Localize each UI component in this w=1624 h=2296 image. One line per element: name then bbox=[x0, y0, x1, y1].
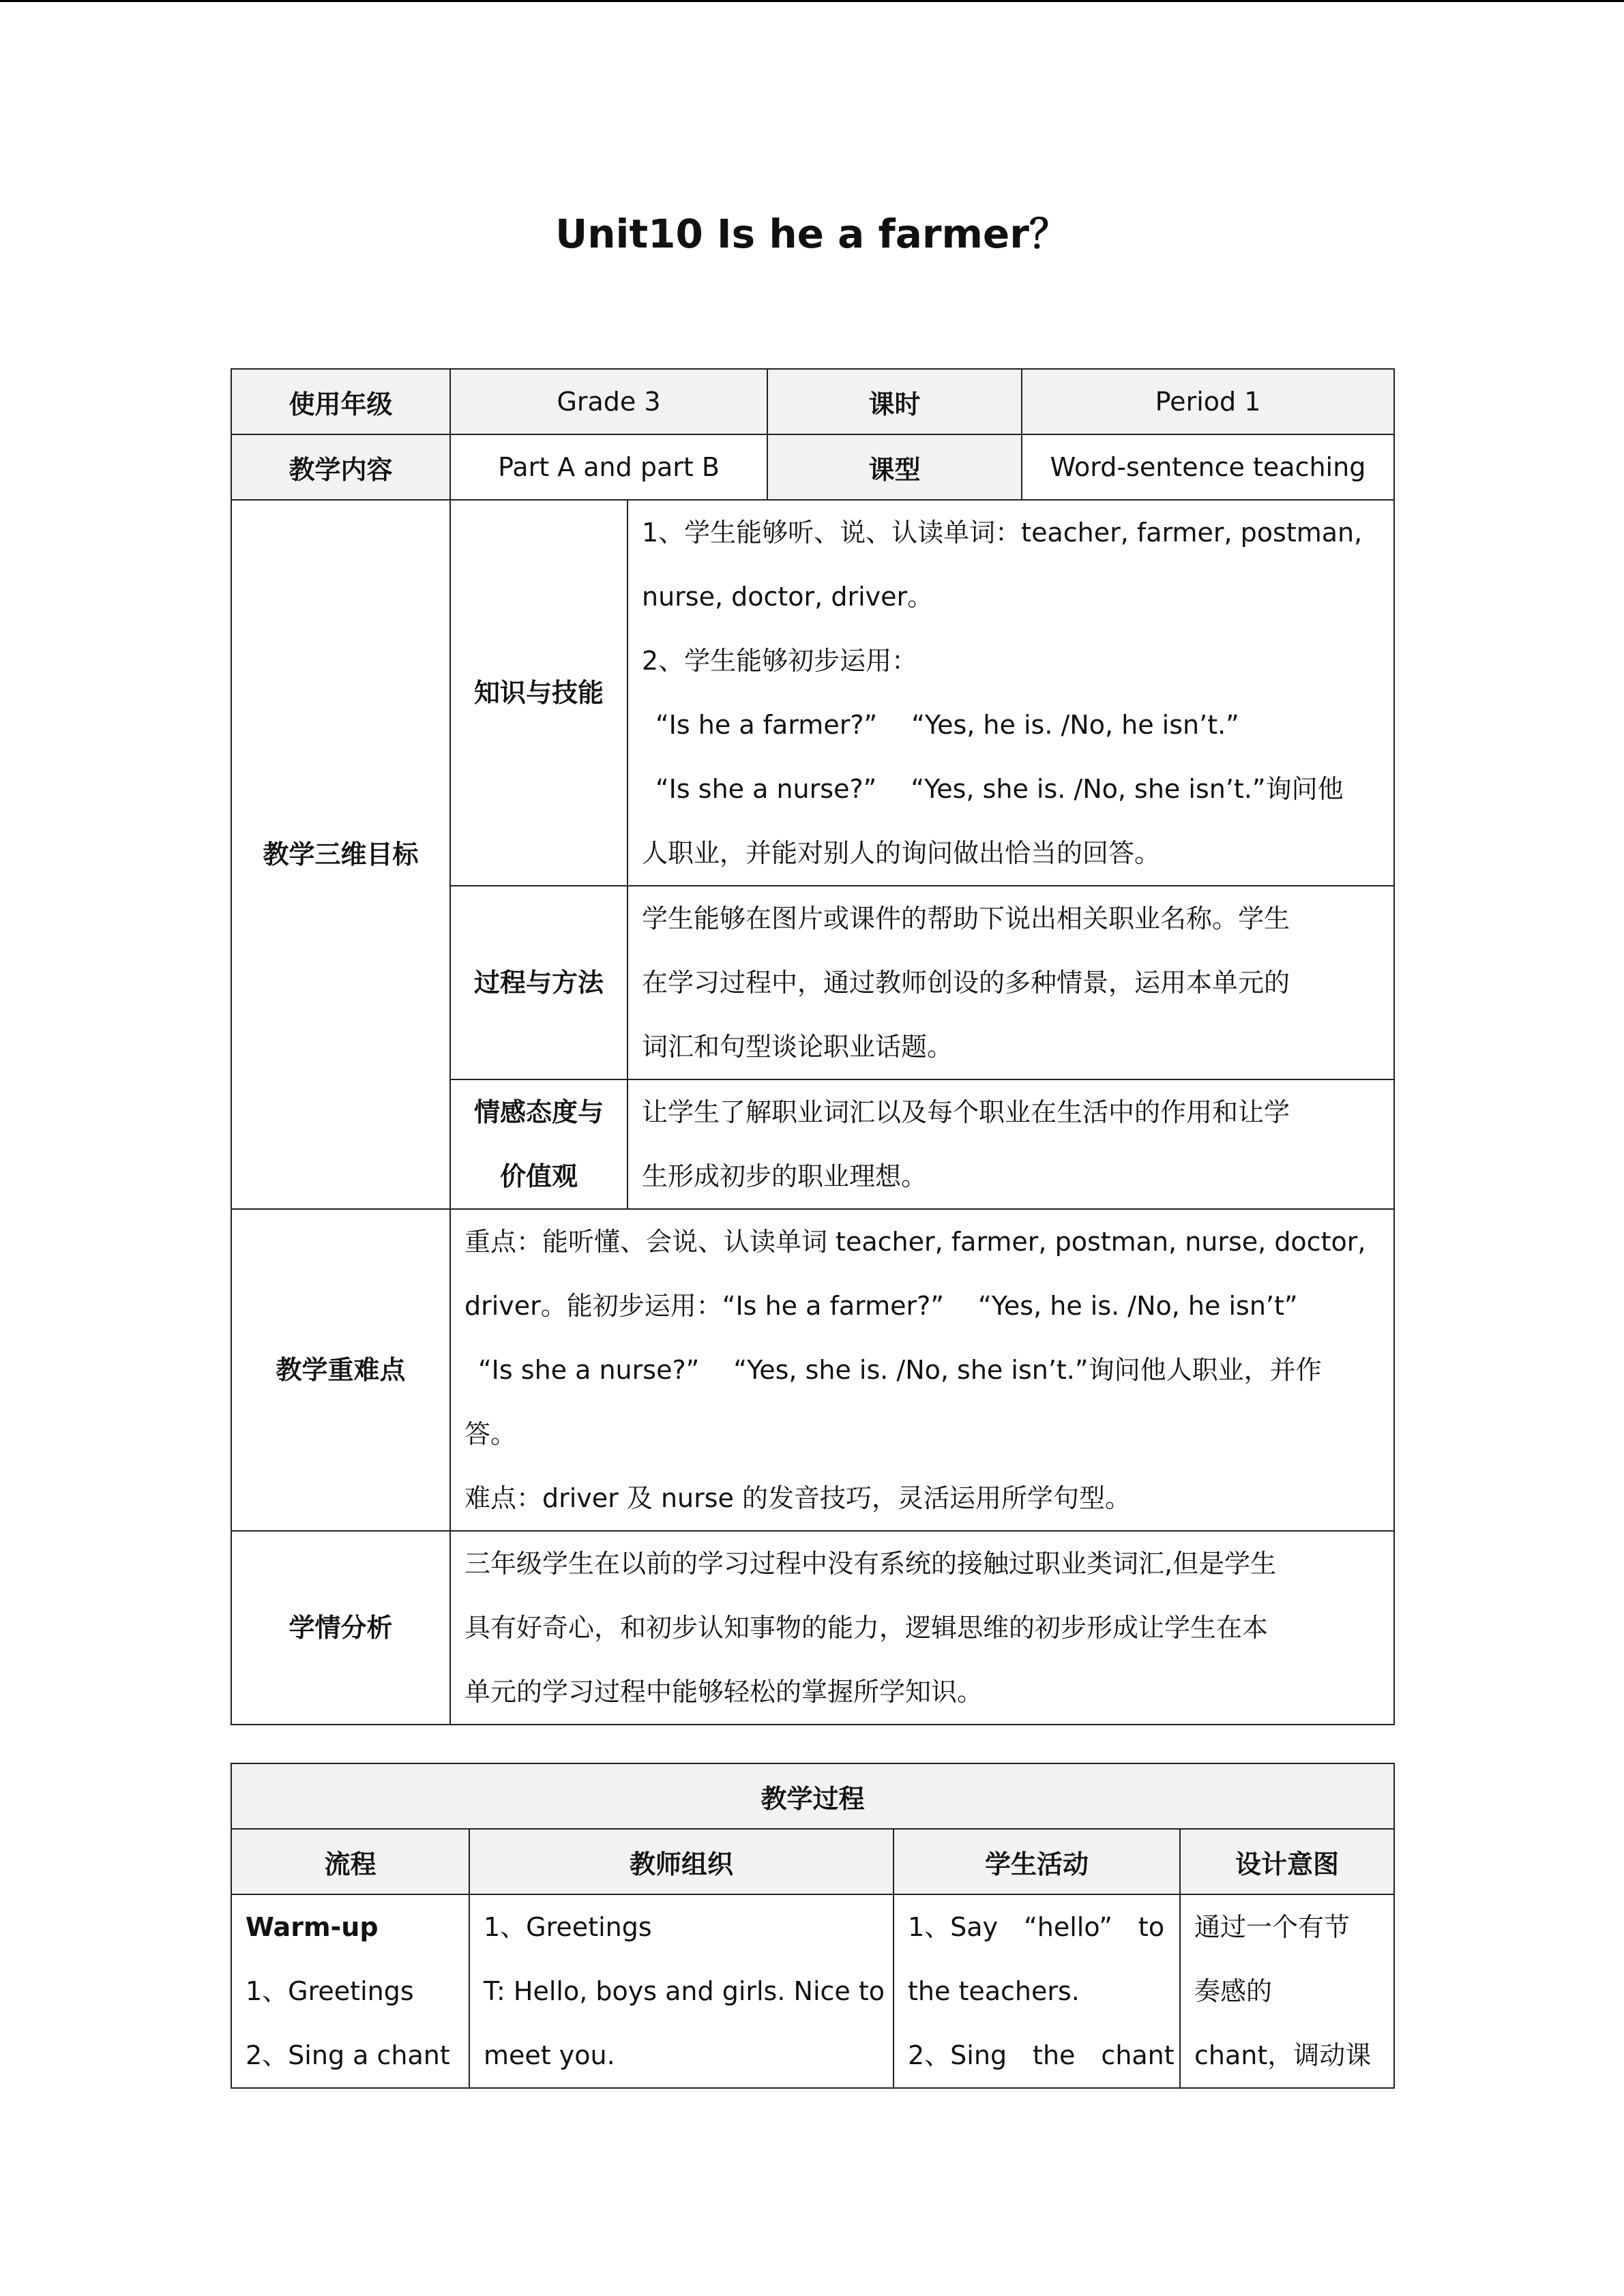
objectives-label: 教学三维目标 bbox=[231, 500, 450, 1209]
teacher-cell bbox=[469, 1894, 894, 2088]
flow-line: 1、Greetings bbox=[246, 1976, 414, 2006]
grade-value: Grade 3 bbox=[450, 369, 767, 434]
process-line: 学生能够在图片或课件的帮助下说出相关职业名称。学生 bbox=[642, 904, 1290, 934]
content-label: 教学内容 bbox=[231, 434, 450, 500]
analysis-label: 学情分析 bbox=[231, 1531, 450, 1725]
teacher-line: T: Hello, boys and girls. Nice to bbox=[484, 1976, 885, 2006]
content-value: Part A and part B bbox=[450, 434, 767, 500]
analysis-line: 三年级学生在以前的学习过程中没有系统的接触过职业类词汇,但是学生 bbox=[464, 1549, 1277, 1579]
intent-line: 通过一个有节 bbox=[1194, 1912, 1350, 1942]
intent-cell bbox=[1180, 1894, 1394, 2088]
period-value: Period 1 bbox=[1022, 369, 1394, 434]
keypoints-line: driver。能初步运用：“Is he a farmer?” “Yes, he is. /No, he isn’t” bbox=[464, 1291, 1298, 1321]
teacher-line: 1、Greetings bbox=[484, 1912, 652, 1942]
process-label: 过程与方法 bbox=[450, 886, 628, 1079]
keypoints-text bbox=[450, 1209, 1394, 1531]
student-line: 1、Say “hello” to bbox=[908, 1912, 1165, 1942]
process-line: 词汇和句型谈论职业话题。 bbox=[642, 1032, 954, 1062]
teaching-process-table bbox=[231, 1763, 1395, 2089]
student-cell bbox=[894, 1894, 1180, 2088]
grade-label: 使用年级 bbox=[231, 369, 450, 434]
analysis-line: 单元的学习过程中能够轻松的掌握所学知识。 bbox=[464, 1677, 984, 1707]
period-label: 课时 bbox=[767, 369, 1022, 434]
emotion-line: 生形成初步的职业理想。 bbox=[642, 1161, 928, 1191]
flow-cell bbox=[231, 1894, 469, 2088]
emotion-label bbox=[450, 1079, 628, 1209]
knowledge-line: nurse, doctor, driver。 bbox=[642, 582, 934, 612]
flow-line: Warm-up bbox=[246, 1912, 379, 1942]
knowledge-line: “Is he a farmer?” “Yes, he is. /No, he isn’t.” bbox=[655, 710, 1239, 740]
student-line: 2、Sing the chant bbox=[908, 2040, 1175, 2070]
emotion-text bbox=[628, 1079, 1394, 1209]
process-text bbox=[628, 886, 1394, 1079]
knowledge-line: 1、学生能够听、说、认读单词：teacher, farmer, postman, bbox=[642, 518, 1363, 548]
emotion-label-line: 价值观 bbox=[499, 1161, 578, 1191]
type-label: 课型 bbox=[767, 434, 1022, 500]
knowledge-line: 2、学生能够初步运用： bbox=[642, 646, 918, 676]
page-title: Unit10 Is he a farmer？ bbox=[555, 211, 1069, 257]
col-header-student: 学生活动 bbox=[894, 1829, 1180, 1894]
intent-line: 奏感的 bbox=[1194, 1976, 1273, 2006]
emotion-line: 让学生了解职业词汇以及每个职业在生活中的作用和让学 bbox=[642, 1097, 1290, 1127]
keypoints-line: 重点：能听懂、会说、认读单词 teacher, farmer, postman, nurse, doctor, bbox=[464, 1227, 1366, 1257]
keypoints-line: “Is she a nurse?” “Yes, she is. /No, she isn’t.”询问他人职业，并作 bbox=[478, 1355, 1322, 1385]
keypoints-line: 答。 bbox=[464, 1419, 517, 1449]
knowledge-text bbox=[628, 500, 1394, 886]
keypoints-line: 难点：driver 及 nurse 的发音技巧，灵活运用所学句型。 bbox=[464, 1483, 1131, 1513]
process-line: 在学习过程中，通过教师创设的多种情景，运用本单元的 bbox=[642, 968, 1290, 998]
analysis-line: 具有好奇心，和初步认知事物的能力，逻辑思维的初步形成让学生在本 bbox=[464, 1613, 1269, 1643]
knowledge-label: 知识与技能 bbox=[450, 500, 628, 886]
keypoints-label: 教学重难点 bbox=[231, 1209, 450, 1531]
teacher-line: meet you. bbox=[484, 2040, 615, 2070]
student-line: the teachers. bbox=[908, 1976, 1080, 2006]
analysis-text bbox=[450, 1531, 1394, 1725]
knowledge-line: 人职业，并能对别人的询问做出恰当的回答。 bbox=[642, 838, 1161, 868]
col-header-teacher: 教师组织 bbox=[469, 1829, 894, 1894]
lesson-info-table bbox=[231, 368, 1395, 1725]
col-header-intent: 设计意图 bbox=[1180, 1829, 1394, 1894]
knowledge-line: “Is she a nurse?” “Yes, she is. /No, she isn’t.”询问他 bbox=[655, 774, 1344, 804]
process-table-header: 教学过程 bbox=[231, 1763, 1394, 1829]
emotion-label-line: 情感态度与 bbox=[473, 1097, 604, 1127]
intent-line: chant，调动课 bbox=[1194, 2040, 1372, 2070]
type-value: Word-sentence teaching bbox=[1022, 434, 1394, 500]
col-header-flow: 流程 bbox=[231, 1829, 469, 1894]
flow-line: 2、Sing a chant bbox=[246, 2040, 450, 2070]
